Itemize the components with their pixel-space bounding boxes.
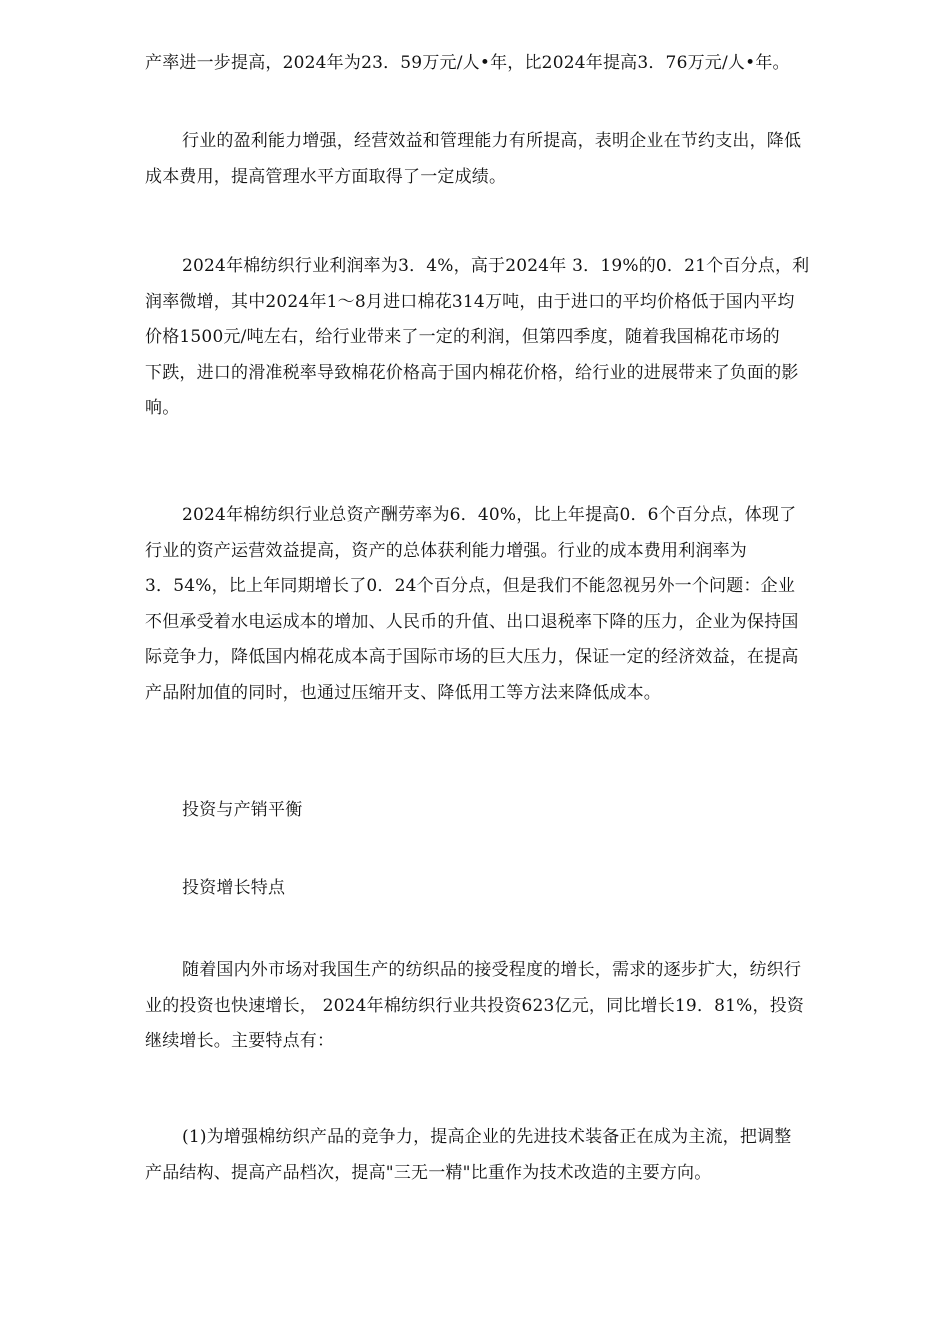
paragraph-7 bbox=[145, 953, 885, 1060]
text-line: 业的投资也快速增长， 2024年棉纺织行业共投资623亿元，同比增长19．81%，投资 bbox=[145, 995, 805, 1016]
text-line: 价格1500元/吨左右，给行业带来了一定的利润，但第四季度，随着我国棉花市场的 bbox=[145, 327, 780, 347]
text-line: 产品结构、提高产品档次，提高"三无一精"比重作为技术改造的主要方向。 bbox=[145, 1162, 712, 1183]
text-line: 成本费用，提高管理水平方面取得了一定成绩。 bbox=[145, 166, 507, 187]
heading-text: 投资增长特点 bbox=[182, 878, 286, 898]
text-line: (1)为增强棉纺织产品的竞争力，提高企业的先进技术装备正在成为主流，把调整 bbox=[182, 1127, 792, 1147]
text-line: 产品附加值的同时，也通过压缩开支、降低用工等方法来降低成本。 bbox=[145, 682, 661, 703]
paragraph-8 bbox=[145, 1120, 885, 1191]
paragraph-1 bbox=[145, 46, 885, 82]
text-line: 行业的盈利能力增强，经营效益和管理能力有所提高，表明企业在节约支出，降低 bbox=[182, 131, 802, 151]
text-line: 不但承受着水电运成本的增加、人民币的升值、出口退税率下降的压力，企业为保持国 bbox=[145, 611, 799, 632]
text-line: 产率进一步提高，2024年为23．59万元/人•年，比2024年提高3．76万元/人•年。 bbox=[145, 53, 790, 73]
section-heading-investment-balance bbox=[145, 793, 885, 829]
text-line: 2024年棉纺织行业总资产酬劳率为6．40%，比上年提高0．6个百分点，体现了 bbox=[182, 505, 797, 525]
text-line: 继续增长。主要特点有： bbox=[145, 1031, 335, 1051]
text-line: 下跌，进口的滑准税率导致棉花价格高于国内棉花价格，给行业的进展带来了负面的影 bbox=[145, 362, 799, 383]
text-line: 2024年棉纺织行业利润率为3．4%，高于2024年 3．19%的0．21个百分点，利 bbox=[182, 256, 810, 276]
text-line: 3．54%，比上年同期增长了0．24个百分点，但是我们不能忽视另外一个问题：企业 bbox=[145, 576, 796, 596]
section-heading-investment-growth bbox=[145, 871, 885, 907]
text-line: 际竞争力，降低国内棉花成本高于国际市场的巨大压力，保证一定的经济效益，在提高 bbox=[145, 647, 799, 667]
paragraph-2 bbox=[145, 124, 885, 195]
text-line: 随着国内外市场对我国生产的纺织品的接受程度的增长，需求的逐步扩大，纺织行 bbox=[182, 960, 802, 980]
paragraph-4 bbox=[145, 498, 885, 711]
text-line: 行业的资产运营效益提高，资产的总体获利能力增强。行业的成本费用利润率为 bbox=[145, 540, 747, 561]
heading-text: 投资与产销平衡 bbox=[182, 800, 303, 820]
text-line: 响。 bbox=[145, 398, 180, 418]
paragraph-3 bbox=[145, 249, 885, 427]
text-line: 润率微增，其中2024年1～8月进口棉花314万吨，由于进口的平均价格低于国内平均 bbox=[145, 291, 795, 312]
